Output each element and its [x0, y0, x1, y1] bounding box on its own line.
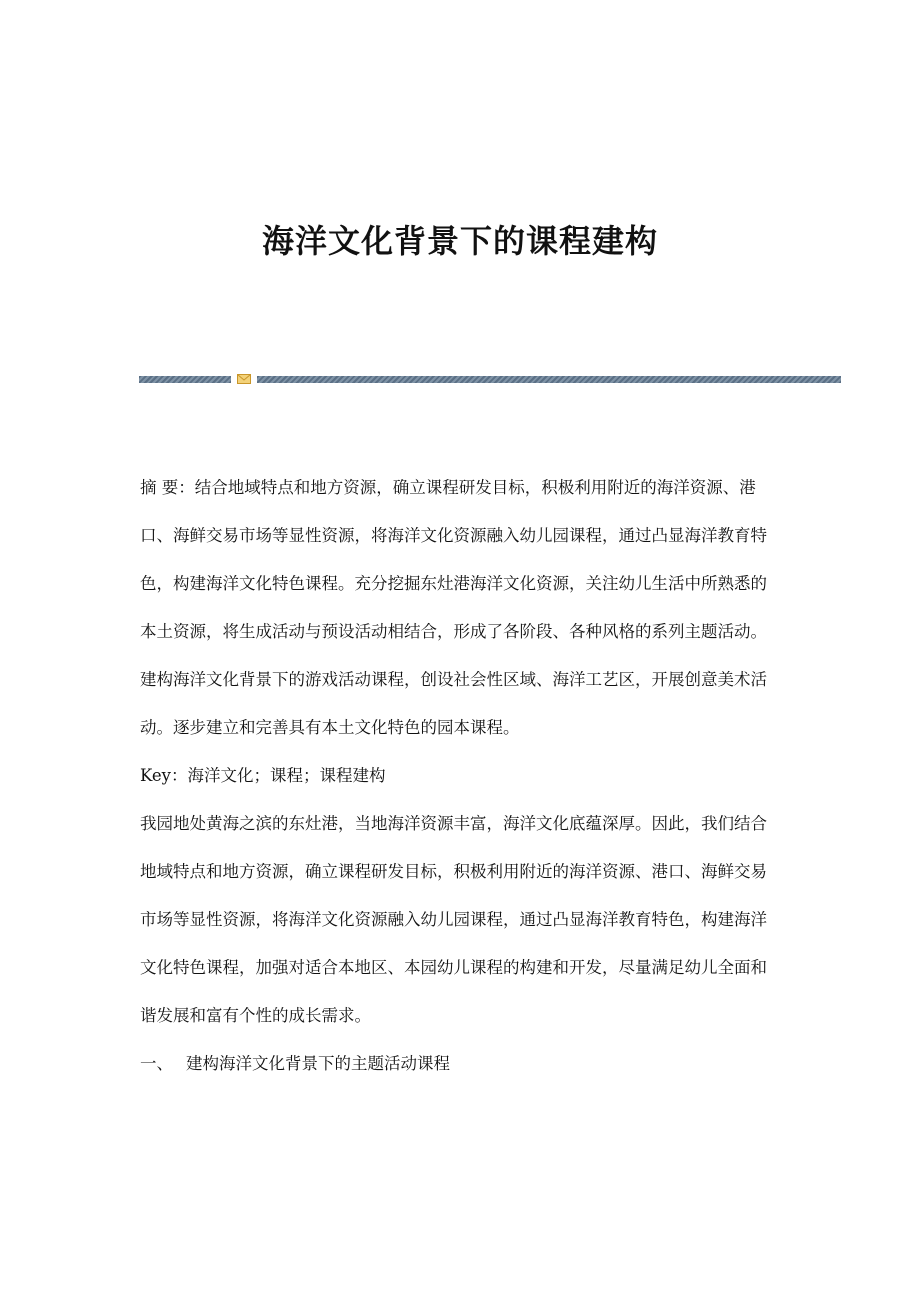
intro-paragraph: 我园地处黄海之滨的东灶港，当地海洋资源丰富，海洋文化底蕴深厚。因此，我们结合地域特点和地方资源，确立课程研发目标，积极利用附近的海洋资源、港口、海鲜交易市场等显性资源，将海洋文化资源融入幼儿园课程，通过凸显海洋教育特色，构建海洋文化特色课程，加强对适合本地区、本园幼儿课程的构建和开发，尽量满足幼儿全面和谐发展和富有个性的成长需求。: [140, 814, 767, 1025]
document-body: [140, 464, 780, 1088]
document-title: 海洋文化背景下的课程建构: [261, 222, 658, 260]
divider-bar-right: [257, 376, 841, 383]
section-heading: [140, 1040, 780, 1088]
abstract-paragraph: 摘 要：结合地域特点和地方资源，确立课程研发目标，积极利用附近的海洋资源、港口、海鲜交易市场等显性资源，将海洋文化资源融入幼儿园课程，通过凸显海洋教育特色，构建海洋文化特色课程。充分挖掘东灶港海洋文化资源，关注幼儿生活中所熟悉的本土资源，将生成活动与预设活动相结合，形成了各阶段、各种风格的系列主题活动。建构海洋文化背景下的游戏活动课程，创设社会性区域、海洋工艺区，开展创意美术活动。逐步建立和完善具有本土文化特色的园本课程。: [140, 478, 767, 737]
envelope-emblem-icon: [237, 374, 251, 384]
section-title: 建构海洋文化背景下的主题活动课程: [186, 1054, 450, 1073]
section-number: 一、: [140, 1054, 173, 1073]
divider-bar-left: [139, 376, 231, 383]
title-divider: [139, 374, 841, 384]
keywords-line: Key：海洋文化；课程；课程建构: [140, 766, 386, 785]
